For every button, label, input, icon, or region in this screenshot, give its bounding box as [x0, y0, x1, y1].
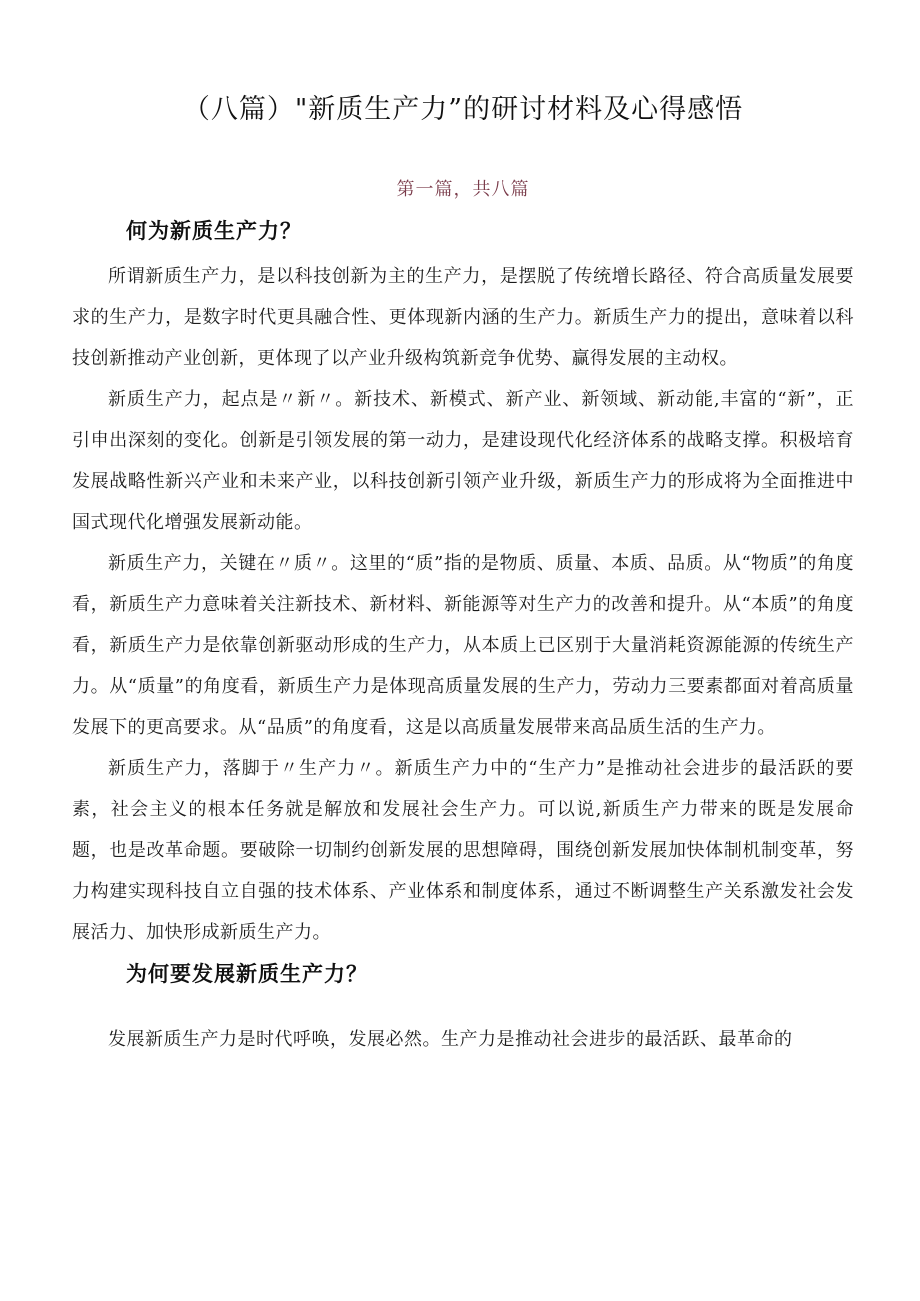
document-subtitle: 第一篇，共八篇: [396, 179, 530, 200]
section-heading-why-develop: 为何要发展新质生产力？: [126, 961, 368, 986]
section-heading-what-is: 何为新质生产力？: [126, 218, 302, 243]
body-paragraph: 新质生产力，关键在〃质〃。这里的“质”指的是物质、质量、本质、品质。从“物质”的角度看，新质生产力意味着关注新技术、新材料、新能源等对生产力的改善和提升。从“本质”的角度看，新质生产力是依靠创新驱动形成的生产力，从本质上已区别于大量消耗资源能源的传统生产力。从“质量”的角度看，新质生产力是体现高质量发展的生产力，劳动力三要素都面对着高质量发展下的更高要求。从“品质”的角度看，这是以高质量发展带来高品质生活的生产力。: [72, 553, 854, 738]
body-paragraph: 新质生产力，起点是〃新〃。新技术、新模式、新产业、新领域、新动能,丰富的“新”，正引申出深刻的变化。创新是引领发展的第一动力，是建设现代化经济体系的战略支撑。积极培育发展战略性新兴产业和未来产业，以科技创新引领产业升级，新质生产力的形成将为全面推进中国式现代化增强发展新动能。: [72, 389, 854, 533]
body-paragraph: 发展新质生产力是时代呼唤，发展必然。生产力是推动社会进步的最活跃、最革命的: [108, 1029, 793, 1050]
body-paragraph: 新质生产力，落脚于〃生产力〃。新质生产力中的“生产力”是推动社会进步的最活跃的要素，社会主义的根本任务就是解放和发展社会生产力。可以说,新质生产力带来的既是发展命题，也是改革命题。要破除一切制约创新发展的思想障碍，围绕创新发展加快体制机制变革，努力构建实现科技自立自强的技术体系、产业体系和制度体系，通过不断调整生产关系激发社会发展活力、加快形成新质生产力。: [72, 758, 854, 943]
document-title: （八篇）"新质生产力”的研讨材料及心得感悟: [182, 94, 744, 125]
body-paragraph: 所谓新质生产力，是以科技创新为主的生产力，是摆脱了传统增长路径、符合高质量发展要求的生产力，是数字时代更具融合性、更体现新内涵的生产力。新质生产力的提出，意味着以科技创新推动产业创新，更体现了以产业升级构筑新竞争优势、赢得发展的主动权。: [72, 266, 854, 369]
